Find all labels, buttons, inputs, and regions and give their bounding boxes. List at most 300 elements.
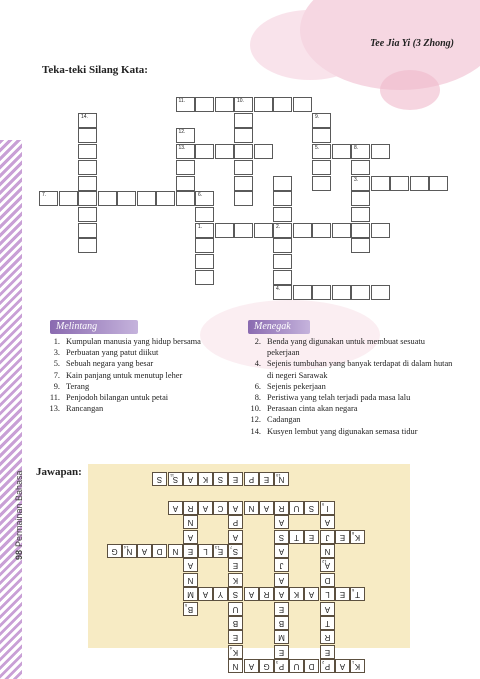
answer-letter: T [324, 619, 330, 628]
puzzle-cell[interactable] [234, 113, 253, 128]
answer-cell [304, 530, 319, 544]
clue-item [245, 392, 453, 403]
answer-cell [274, 659, 289, 673]
puzzle-cell[interactable] [195, 238, 214, 253]
puzzle-cell[interactable] [273, 254, 292, 269]
answer-letter: N [187, 518, 194, 528]
answer-letter: B [233, 619, 239, 628]
answer-number: 11 [169, 473, 174, 478]
answer-cell [350, 659, 365, 673]
answer-cell [168, 501, 183, 515]
answer-letter: A [187, 532, 193, 542]
puzzle-cell[interactable] [39, 191, 58, 206]
answer-cell [320, 659, 335, 673]
cell-number: 14. [81, 113, 88, 120]
puzzle-cell[interactable] [78, 113, 97, 128]
answer-cell [183, 544, 198, 558]
cell-number: 6. [198, 192, 203, 199]
clue-item [44, 403, 244, 414]
answer-cell [320, 616, 335, 630]
puzzle-cell[interactable] [176, 160, 195, 175]
answer-letter: N [172, 547, 178, 556]
puzzle-cell[interactable] [234, 160, 253, 175]
puzzle-cell[interactable] [429, 176, 448, 191]
answer-letter: A [278, 575, 285, 585]
clue-item [44, 358, 244, 369]
puzzle-cell[interactable] [215, 97, 234, 112]
answer-cell [183, 530, 198, 544]
puzzle-cell[interactable] [351, 238, 370, 253]
answer-cell [304, 501, 319, 515]
answer-cell [228, 645, 243, 659]
puzzle-cell[interactable] [195, 223, 214, 238]
clue-number: 5. [53, 359, 60, 369]
answer-cell [274, 530, 289, 544]
answer-letter: D [157, 547, 163, 556]
answer-cell [228, 573, 243, 587]
answer-letter: T [355, 590, 360, 600]
clue-number: 10. [250, 404, 261, 414]
answer-cell [244, 587, 259, 601]
puzzle-cell[interactable] [234, 128, 253, 143]
answer-letter: P [233, 518, 239, 528]
clue-item [245, 414, 453, 425]
answer-letter: A [233, 532, 239, 542]
answer-number: 1 [352, 660, 355, 666]
answer-cell [228, 630, 243, 644]
puzzle-cell[interactable] [78, 144, 97, 159]
cell-number: 4. [276, 286, 281, 293]
puzzle-cell[interactable] [78, 128, 97, 143]
answer-cell [168, 544, 183, 558]
answer-letter: R [187, 503, 194, 513]
puzzle-cell[interactable] [293, 223, 312, 238]
cell-number: 13. [178, 145, 186, 152]
puzzle-cell[interactable] [273, 223, 292, 238]
puzzle-cell[interactable] [195, 254, 214, 269]
answer-letter: E [339, 532, 345, 542]
answer-letter: A [233, 503, 239, 513]
puzzle-cell[interactable] [273, 270, 292, 285]
answer-cell [228, 501, 243, 515]
answer-letter: E [324, 647, 330, 657]
answer-letter: T [294, 532, 300, 542]
answer-cell [289, 587, 304, 601]
answer-letter: U [293, 503, 300, 513]
answer-cell [183, 573, 198, 587]
clue-text: Rancangan [66, 404, 104, 414]
answer-letter: K [354, 662, 361, 672]
clue-number: 2. [254, 337, 261, 346]
page-number: 98 [14, 549, 24, 560]
answer-cell [228, 544, 243, 558]
answer-cell [183, 587, 198, 601]
answer-cell [213, 501, 228, 515]
puzzle-cell[interactable] [156, 191, 175, 206]
answer-letter: A [142, 547, 148, 556]
answer-cell [320, 573, 335, 587]
puzzle-cell[interactable] [254, 97, 273, 112]
puzzle-cell[interactable] [410, 176, 429, 191]
puzzle-cell[interactable] [195, 144, 214, 159]
puzzle-cell[interactable] [332, 144, 351, 159]
answer-number: 12 [321, 559, 327, 565]
across-clue-list [44, 336, 244, 414]
answer-letter: A [278, 518, 285, 528]
answer-cell [198, 472, 213, 486]
cell-number: 12. [178, 129, 186, 136]
answer-cell [228, 530, 243, 544]
puzzle-cell[interactable] [332, 223, 351, 238]
answer-letter: J [279, 561, 284, 571]
clue-item [44, 381, 244, 392]
answer-cell [289, 659, 304, 673]
answer-cell [304, 587, 319, 601]
puzzle-cell[interactable] [351, 176, 370, 191]
answer-cell [228, 472, 243, 486]
clue-text: Sejenis tumbuhan yang banyak terdapat di dalam hutan di negeri Sarawak [267, 359, 453, 380]
answer-number: 2 [321, 660, 324, 666]
clue-text: Kumpulan manusia yang hidup bersama [66, 337, 201, 346]
answer-letter: P [278, 662, 285, 672]
puzzle-cell[interactable] [371, 223, 390, 238]
side-stripe [0, 140, 22, 679]
clue-text: Kain panjang untuk menutup leher [66, 370, 183, 380]
puzzle-cell[interactable] [254, 223, 273, 238]
clue-number: 1. [53, 337, 60, 346]
answer-cell [289, 501, 304, 515]
answer-cell [259, 472, 274, 486]
answer-cell [320, 587, 335, 601]
clue-text: Benda yang digunakan untuk membuat sesuatu pekerjaan [267, 337, 425, 358]
answer-letter: A [278, 547, 285, 556]
answer-letter: J [325, 532, 330, 542]
answer-cell [122, 544, 137, 558]
answer-number: 6 [352, 588, 355, 594]
puzzle-cell[interactable] [273, 191, 292, 206]
answer-letter: S [233, 590, 239, 600]
answer-cell [213, 587, 228, 601]
answer-letter: P [324, 662, 330, 672]
answer-letter: U [233, 604, 239, 614]
cell-number: 7. [42, 192, 47, 199]
answer-letter: U [293, 662, 300, 672]
answer-letter: E [309, 532, 315, 542]
puzzle-cell[interactable] [78, 176, 97, 191]
answer-number: 14 [124, 545, 129, 550]
puzzle-cell[interactable] [215, 144, 234, 159]
puzzle-cell[interactable] [176, 97, 195, 112]
puzzle-cell[interactable] [195, 207, 214, 222]
puzzle-cell[interactable] [59, 191, 78, 206]
answer-letter: D [324, 575, 330, 585]
answer-cell [244, 659, 259, 673]
down-clue-list [245, 336, 453, 437]
answer-cell [152, 472, 167, 486]
puzzle-cell[interactable] [293, 285, 312, 300]
cell-number: 2. [276, 223, 281, 230]
puzzle-cell[interactable] [312, 285, 331, 300]
puzzle-cell[interactable] [273, 97, 292, 112]
puzzle-cell[interactable] [215, 223, 234, 238]
cell-number: 11. [178, 98, 186, 104]
puzzle-cell[interactable] [78, 223, 97, 238]
answer-letter: K [233, 647, 239, 657]
clue-text: Sebuah negara yang besar [66, 359, 154, 369]
answer-number: 8 [352, 530, 355, 536]
answer-letter: K [233, 575, 239, 585]
puzzle-cell[interactable] [234, 191, 253, 206]
clue-item [245, 358, 453, 380]
answer-cell [320, 558, 335, 572]
answer-letter: A [263, 503, 269, 513]
clue-number: 6. [254, 381, 261, 391]
clue-number: 14. [250, 426, 261, 436]
puzzle-cell[interactable] [351, 223, 370, 238]
answer-number: 7 [230, 545, 233, 550]
answer-cell [350, 587, 365, 601]
answer-cell [168, 472, 183, 486]
answer-cell [183, 515, 198, 529]
puzzle-cell[interactable] [273, 207, 292, 222]
answer-letter: A [248, 590, 254, 600]
answer-letter: A [202, 590, 209, 600]
answer-letter: L [324, 590, 330, 600]
answer-letter: R [324, 633, 330, 643]
puzzle-cell[interactable] [78, 160, 97, 175]
clue-number: 7. [53, 370, 60, 380]
puzzle-cell[interactable] [371, 285, 390, 300]
answers-title: Jawapan: [36, 466, 82, 478]
puzzle-cell[interactable] [371, 176, 390, 191]
answer-letter: N [248, 503, 254, 513]
answer-cell [107, 544, 122, 558]
answer-letter: M [278, 633, 285, 643]
answer-letter: A [202, 503, 209, 513]
answer-cell [274, 501, 289, 515]
puzzle-cell[interactable] [195, 191, 214, 206]
clue-text: Cadangan [267, 415, 301, 425]
cell-number: 8. [354, 145, 359, 152]
puzzle-cell[interactable] [78, 191, 97, 206]
answer-cell [274, 645, 289, 659]
answer-cell [259, 659, 274, 673]
answer-letter: G [111, 547, 118, 556]
puzzle-cell[interactable] [351, 285, 370, 300]
puzzle-cell[interactable] [312, 176, 331, 191]
answer-letter: A [172, 503, 178, 513]
clue-item [44, 347, 244, 358]
answer-cell [320, 602, 335, 616]
puzzle-cell[interactable] [234, 223, 253, 238]
answer-letter: N [187, 575, 194, 585]
answer-letter: Y [218, 590, 224, 600]
answer-cell [320, 544, 335, 558]
mendatar-header: Melintang [50, 320, 138, 334]
answer-letter: E [278, 647, 285, 657]
answer-letter: A [278, 590, 285, 600]
answer-number: 4 [230, 645, 233, 651]
answer-letter: G [263, 662, 270, 672]
answer-cell [152, 544, 167, 558]
puzzle-cell[interactable] [351, 160, 370, 175]
clue-item [245, 426, 453, 437]
cell-number: 3. [354, 176, 359, 183]
answer-letter: S [218, 475, 224, 484]
author-name: Tee Jia Yi (3 Zhong) [370, 38, 454, 49]
puzzle-cell[interactable] [234, 144, 253, 159]
clue-text: Penjodoh bilangan untuk petai [66, 393, 169, 403]
clue-item [245, 381, 453, 392]
puzzle-cell[interactable] [371, 144, 390, 159]
puzzle-cell[interactable] [273, 238, 292, 253]
answer-cell [213, 472, 228, 486]
answer-letter: E [233, 561, 239, 571]
puzzle-cell[interactable] [78, 238, 97, 253]
answer-cell [274, 616, 289, 630]
puzzle-cell[interactable] [234, 97, 253, 112]
puzzle-cell[interactable] [195, 97, 214, 112]
answer-cell [335, 530, 350, 544]
clue-number: 8. [254, 393, 261, 403]
answer-cell [350, 530, 365, 544]
answer-letter: N [233, 662, 239, 672]
answer-cell [137, 544, 152, 558]
answer-letter: E [278, 604, 285, 614]
clue-text: Terang [66, 381, 90, 391]
answer-letter: K [294, 590, 300, 600]
answer-cell [228, 602, 243, 616]
cell-number: 5. [315, 145, 320, 152]
answer-cell [213, 544, 228, 558]
answer-letter: M [186, 590, 194, 600]
answer-cell [259, 501, 274, 515]
clue-number: 12. [250, 415, 261, 425]
puzzle-cell[interactable] [293, 97, 312, 112]
clue-number: 9. [53, 381, 60, 391]
puzzle-cell[interactable] [137, 191, 156, 206]
puzzle-cell[interactable] [312, 144, 331, 159]
answer-letter: P [248, 475, 254, 484]
answer-cell [274, 558, 289, 572]
answer-letter: R [278, 503, 285, 513]
answer-letter: S [278, 532, 285, 542]
answer-letter: A [324, 604, 330, 614]
answer-letter: R [263, 590, 270, 600]
puzzle-cell[interactable] [312, 160, 331, 175]
cell-number: 10. [237, 98, 244, 104]
answer-cell [304, 659, 319, 673]
puzzle-cell[interactable] [351, 191, 370, 206]
puzzle-cell[interactable] [98, 191, 117, 206]
clue-number: 3. [53, 348, 60, 358]
puzzle-cell[interactable] [195, 270, 214, 285]
answer-cell [335, 587, 350, 601]
answer-letter: B [187, 604, 193, 614]
answer-letter: E [233, 475, 239, 484]
puzzle-cell[interactable] [176, 191, 195, 206]
answer-letter: N [278, 475, 285, 484]
answer-cell [183, 558, 198, 572]
puzzle-cell[interactable] [117, 191, 136, 206]
answer-letter: A [187, 561, 193, 571]
clue-item [44, 336, 244, 347]
answer-letter: A [339, 662, 345, 672]
cell-number: 1. [198, 223, 203, 230]
cell-number: 9. [315, 113, 320, 120]
answer-cell [183, 602, 198, 616]
puzzle-cell[interactable] [351, 144, 370, 159]
answer-cell [320, 530, 335, 544]
puzzle-cell[interactable] [351, 207, 370, 222]
answer-cell [228, 587, 243, 601]
puzzle-cell[interactable] [390, 176, 409, 191]
puzzle-cell[interactable] [332, 285, 351, 300]
puzzle-cell[interactable] [273, 285, 292, 300]
answer-number: 5 [184, 602, 188, 608]
answer-letter: S [172, 475, 178, 484]
answer-letter: K [202, 475, 209, 484]
answer-cell [198, 501, 213, 515]
answer-letter: N [324, 547, 330, 556]
clue-item [245, 403, 453, 414]
answer-cell [335, 659, 350, 673]
puzzle-cell[interactable] [234, 176, 253, 191]
answer-letter: E [187, 547, 193, 556]
answer-letter: C [217, 503, 224, 513]
answer-cell [244, 472, 259, 486]
answer-number: 9 [321, 501, 324, 507]
puzzle-cell[interactable] [176, 128, 195, 143]
clue-item [44, 392, 244, 403]
puzzle-cell[interactable] [254, 144, 273, 159]
puzzle-cell[interactable] [312, 113, 331, 128]
answer-cell [198, 587, 213, 601]
answer-letter: A [324, 561, 330, 571]
answer-cell [228, 616, 243, 630]
answer-cell [183, 501, 198, 515]
answer-letter: N [126, 547, 133, 556]
answer-letter: A [324, 518, 330, 528]
answer-letter: S [157, 475, 163, 484]
puzzle-cell[interactable] [176, 144, 195, 159]
answer-cell [274, 573, 289, 587]
answer-cell [228, 659, 243, 673]
puzzle-cell[interactable] [312, 223, 331, 238]
answer-cell [320, 501, 335, 515]
clue-item [245, 336, 453, 358]
answer-cell [320, 630, 335, 644]
clue-item [44, 370, 244, 381]
answer-letter: A [187, 475, 193, 484]
answer-cell [259, 587, 274, 601]
page-title: Teka-teki Silang Kata: [42, 64, 148, 76]
puzzle-cell[interactable] [312, 128, 331, 143]
answer-letter: S [233, 547, 239, 556]
puzzle-cell[interactable] [78, 207, 97, 222]
answer-letter: L [203, 547, 208, 556]
answer-letter: E [263, 475, 269, 484]
answer-cell [274, 544, 289, 558]
answer-letter: E [218, 547, 224, 556]
puzzle-cell[interactable] [273, 176, 292, 191]
side-page-label [14, 470, 24, 560]
answer-cell [289, 530, 304, 544]
clue-text: Perbuatan yang patut diikut [66, 348, 159, 358]
answer-letter: K [354, 532, 361, 542]
puzzle-cell[interactable] [176, 176, 195, 191]
clue-text: Perasaan cinta akan negara [267, 404, 358, 414]
